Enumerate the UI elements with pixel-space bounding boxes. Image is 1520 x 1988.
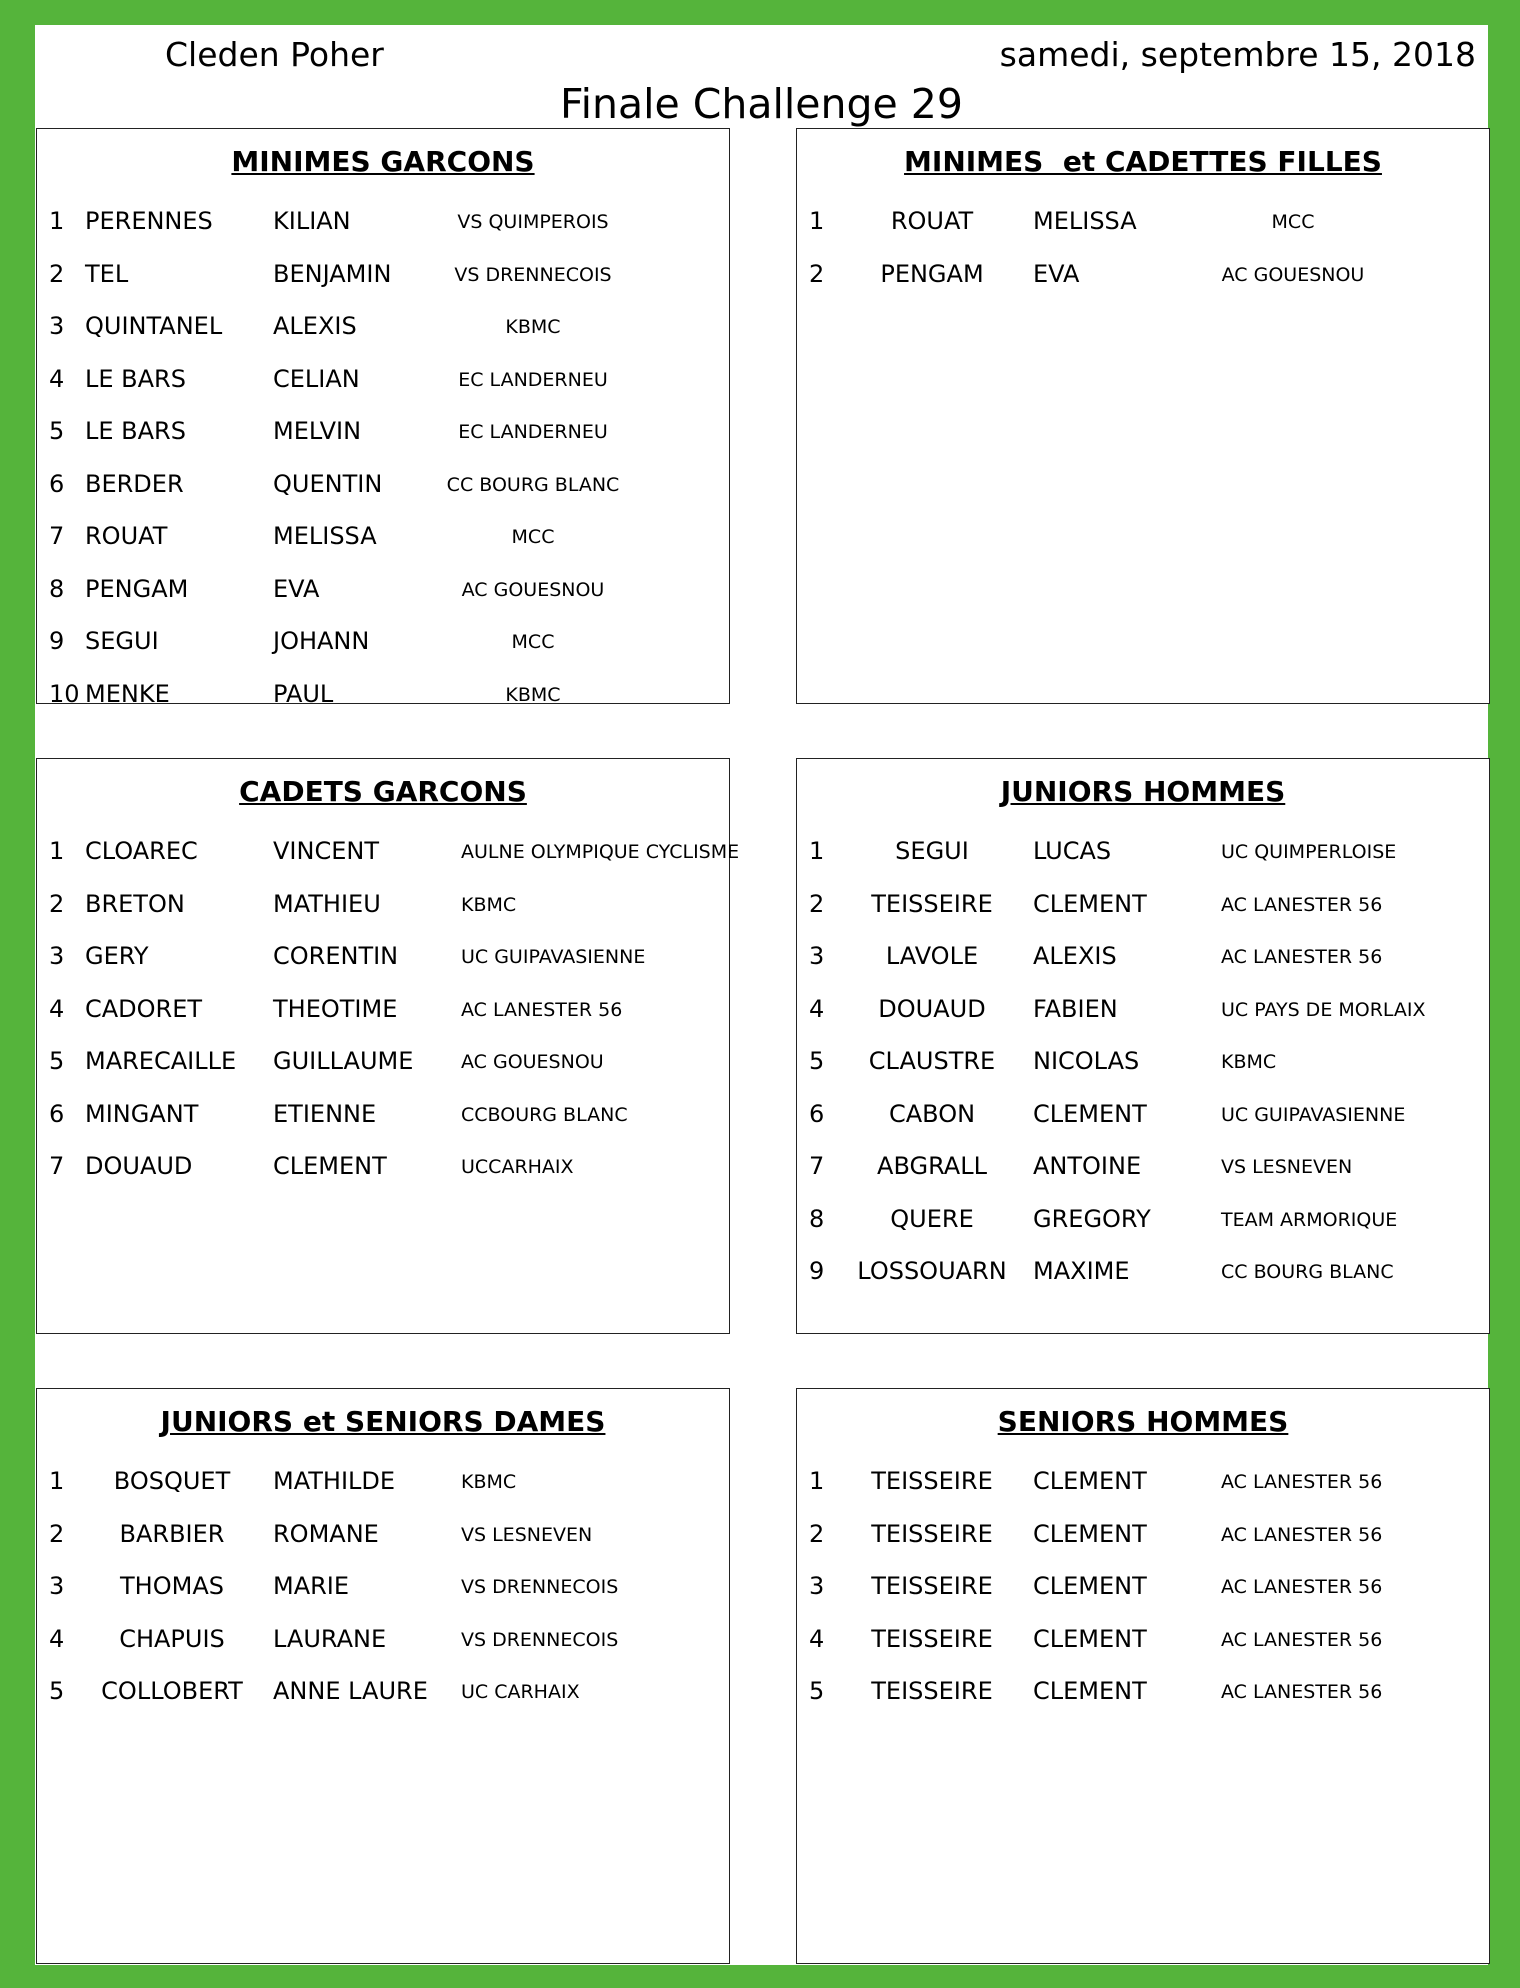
first-name: LUCAS (1033, 837, 1112, 865)
last-name: TEISSEIRE (871, 1467, 993, 1495)
last-name: PENGAM (880, 259, 984, 288)
event-date: samedi, septembre 15, 2018 (999, 35, 1476, 74)
results-list (797, 837, 1489, 1310)
result-row (797, 1572, 1489, 1625)
club-name: UCCARHAIX (461, 1156, 574, 1178)
club-name: KBMC (505, 683, 561, 706)
rank-number: 7 (49, 522, 65, 550)
last-name: BARBIER (119, 1519, 225, 1548)
club-name: CC BOURG BLANC (1221, 1261, 1394, 1283)
last-name: BRETON (85, 889, 185, 918)
rank-number: 2 (49, 1519, 65, 1548)
rank-number: 4 (809, 1624, 825, 1653)
first-name: BENJAMIN (273, 259, 392, 288)
last-name: PERENNES (85, 207, 213, 235)
rank-number: 6 (49, 1099, 65, 1128)
first-name: MATHIEU (273, 889, 381, 918)
results-list (797, 207, 1489, 312)
result-row (797, 1625, 1489, 1678)
result-row (37, 1520, 729, 1573)
club-name: KBMC (505, 316, 561, 338)
rank-number: 6 (809, 1099, 825, 1128)
panel-cadets-garcons (36, 758, 740, 1334)
last-name: BERDER (85, 469, 184, 498)
rank-number: 1 (809, 207, 825, 235)
first-name: ALEXIS (273, 312, 357, 340)
first-name: FABIEN (1033, 994, 1118, 1023)
result-row (797, 1100, 1489, 1153)
club-name: AC GOUESNOU (461, 1051, 604, 1073)
last-name: CADORET (85, 994, 203, 1023)
result-row (37, 995, 729, 1048)
result-row (797, 1677, 1489, 1730)
rank-number: 2 (809, 1519, 825, 1548)
last-name: CHAPUIS (119, 1624, 225, 1653)
club-name: AC LANESTER 56 (1221, 1523, 1383, 1546)
last-name: ROUAT (85, 522, 168, 550)
rank-number: 6 (49, 469, 65, 498)
result-row (797, 837, 1489, 890)
rank-number: 8 (49, 574, 65, 603)
result-row (797, 1205, 1489, 1258)
first-name: GUILLAUME (273, 1047, 414, 1075)
first-name: EVA (1033, 259, 1080, 288)
rank-number: 5 (49, 1047, 65, 1075)
last-name: TEISSEIRE (871, 1624, 993, 1653)
first-name: GREGORY (1033, 1204, 1151, 1233)
club-name: EC LANDERNEU (458, 368, 608, 391)
last-name: LAVOLE (885, 942, 979, 970)
last-name: SEGUI (85, 627, 159, 655)
first-name: MARIE (273, 1572, 350, 1600)
first-name: ANNE LAURE (273, 1677, 428, 1705)
result-row (797, 1257, 1489, 1310)
rank-number: 2 (49, 889, 65, 918)
panel-juniors-seniors-dames (36, 1388, 730, 1964)
club-name: AC LANESTER 56 (1221, 946, 1383, 968)
result-row (37, 1047, 729, 1100)
first-name: ETIENNE (273, 1099, 377, 1128)
first-name: CLEMENT (1033, 1519, 1147, 1548)
club-name: KBMC (461, 893, 517, 916)
club-name: VS DRENNECOIS (461, 1628, 619, 1651)
club-name: AC GOUESNOU (461, 578, 605, 601)
rank-number: 5 (49, 417, 65, 445)
first-name: CLEMENT (1033, 1677, 1147, 1705)
last-name: COLLOBERT (101, 1677, 243, 1705)
rank-number: 1 (809, 1467, 825, 1495)
results-sheet (35, 25, 1488, 1965)
club-name: AC LANESTER 56 (1221, 1576, 1383, 1598)
result-row (797, 890, 1489, 943)
rank-number: 2 (809, 889, 825, 918)
rank-number: 9 (49, 627, 65, 655)
results-list (797, 1467, 1489, 1730)
first-name: ROMANE (273, 1519, 379, 1548)
first-name: QUENTIN (273, 469, 383, 498)
last-name: CLAUSTRE (868, 1047, 996, 1075)
first-name: EVA (273, 574, 320, 603)
club-name: AC LANESTER 56 (1221, 893, 1383, 916)
rank-number: 1 (809, 837, 825, 865)
club-name: UC GUIPAVASIENNE (461, 946, 646, 968)
last-name: CABON (888, 1099, 976, 1128)
club-name: MCC (511, 631, 555, 653)
club-name: UC PAYS DE MORLAIX (1221, 998, 1426, 1021)
club-name: EC LANDERNEU (458, 421, 608, 443)
result-row (37, 1677, 729, 1730)
rank-number: 3 (49, 942, 65, 970)
last-name: TEL (85, 259, 129, 288)
first-name: VINCENT (273, 837, 379, 865)
rank-number: 4 (49, 1624, 65, 1653)
last-name: DOUAUD (878, 994, 986, 1023)
rank-number: 2 (49, 259, 65, 288)
first-name: KILIAN (273, 207, 351, 235)
panel-title: SENIORS HOMMES (997, 1405, 1289, 1438)
event-location: Cleden Poher (165, 35, 384, 74)
result-row (797, 942, 1489, 995)
first-name: MAXIME (1033, 1257, 1130, 1285)
last-name: QUERE (890, 1204, 974, 1233)
last-name: ABGRALL (877, 1152, 987, 1180)
last-name: DOUAUD (85, 1152, 193, 1180)
result-row (37, 207, 729, 260)
result-row (797, 1467, 1489, 1520)
last-name: MENKE (85, 679, 170, 708)
first-name: CORENTIN (273, 942, 399, 970)
result-row (37, 522, 729, 575)
rank-number: 9 (809, 1257, 825, 1285)
first-name: CLEMENT (1033, 1467, 1147, 1495)
last-name: CLOAREC (85, 837, 198, 865)
first-name: CLEMENT (1033, 1572, 1147, 1600)
first-name: THEOTIME (273, 994, 398, 1023)
last-name: GERY (85, 942, 149, 970)
rank-number: 2 (809, 259, 825, 288)
last-name: THOMAS (120, 1572, 224, 1600)
club-name: AC GOUESNOU (1221, 263, 1365, 286)
club-name: UC QUIMPERLOISE (1221, 841, 1397, 863)
panel-minimes-cadettes-filles (796, 128, 1490, 704)
result-row (37, 365, 729, 418)
result-row (797, 207, 1489, 260)
club-name: VS DRENNECOIS (461, 1576, 619, 1598)
club-name: CCBOURG BLANC (461, 1103, 628, 1126)
club-name: AC LANESTER 56 (1221, 1681, 1383, 1703)
result-row (797, 995, 1489, 1048)
club-name: AC LANESTER 56 (1221, 1628, 1383, 1651)
club-name: MCC (1271, 211, 1315, 233)
result-row (37, 890, 729, 943)
rank-number: 1 (49, 1467, 65, 1495)
club-name: TEAM ARMORIQUE (1221, 1208, 1398, 1231)
club-name: VS DRENNECOIS (454, 263, 612, 286)
rank-number: 3 (49, 312, 65, 340)
results-list (37, 207, 729, 732)
last-name: MINGANT (85, 1099, 199, 1128)
last-name: TEISSEIRE (871, 1677, 993, 1705)
rank-number: 5 (49, 1677, 65, 1705)
first-name: MATHILDE (273, 1467, 396, 1495)
result-row (797, 1152, 1489, 1205)
club-name: KBMC (1221, 1051, 1277, 1073)
club-name: UC CARHAIX (461, 1681, 580, 1703)
result-row (37, 942, 729, 995)
panel-title: CADETS GARCONS (239, 775, 527, 808)
last-name: LOSSOUARN (857, 1257, 1007, 1285)
last-name: BOSQUET (113, 1467, 231, 1495)
result-row (37, 1625, 729, 1678)
club-name: AULNE OLYMPIQUE CYCLISME (461, 841, 740, 863)
result-row (37, 1467, 729, 1520)
panel-title: JUNIORS HOMMES (1000, 775, 1286, 808)
club-name: AC LANESTER 56 (461, 998, 623, 1021)
result-row (37, 575, 729, 628)
result-row (37, 1152, 729, 1205)
first-name: LAURANE (273, 1624, 387, 1653)
club-name: UC GUIPAVASIENNE (1221, 1103, 1406, 1126)
result-row (37, 260, 729, 313)
club-name: CC BOURG BLANC (446, 473, 620, 496)
last-name: LE BARS (85, 417, 186, 445)
rank-number: 7 (809, 1152, 825, 1180)
club-name: VS LESNEVEN (1221, 1156, 1353, 1178)
result-row (37, 312, 729, 365)
result-row (37, 1572, 729, 1625)
panel-title: MINIMES et CADETTES FILLES (904, 145, 1382, 178)
result-row (37, 837, 740, 890)
first-name: CLEMENT (273, 1152, 387, 1180)
rank-number: 1 (49, 207, 65, 235)
result-row (797, 260, 1489, 313)
first-name: MELISSA (1033, 207, 1137, 235)
club-name: VS QUIMPEROIS (457, 211, 609, 233)
result-row (37, 680, 729, 733)
club-name: AC LANESTER 56 (1221, 1471, 1383, 1493)
rank-number: 5 (809, 1677, 825, 1705)
first-name: CELIAN (273, 364, 360, 393)
result-row (37, 1100, 729, 1153)
rank-number: 4 (49, 364, 65, 393)
last-name: MARECAILLE (85, 1047, 237, 1075)
first-name: MELVIN (273, 417, 362, 445)
results-list (37, 837, 740, 1205)
rank-number: 3 (49, 1572, 65, 1600)
rank-number: 4 (809, 994, 825, 1023)
club-name: KBMC (461, 1471, 517, 1493)
result-row (37, 417, 729, 470)
first-name: ALEXIS (1033, 942, 1117, 970)
rank-number: 5 (809, 1047, 825, 1075)
last-name: QUINTANEL (85, 312, 223, 340)
panel-seniors-hommes (796, 1388, 1490, 1964)
first-name: NICOLAS (1033, 1047, 1140, 1075)
panel-title: JUNIORS et SENIORS DAMES (160, 1405, 606, 1438)
rank-number: 7 (49, 1152, 65, 1180)
rank-number: 8 (809, 1204, 825, 1233)
rank-number: 3 (809, 942, 825, 970)
club-name: MCC (511, 526, 555, 548)
first-name: CLEMENT (1033, 1624, 1147, 1653)
result-row (797, 1047, 1489, 1100)
first-name: JOHANN (273, 627, 370, 655)
last-name: SEGUI (895, 837, 969, 865)
panel-juniors-hommes (796, 758, 1490, 1334)
page-title: Finale Challenge 29 (560, 80, 963, 128)
result-row (37, 470, 729, 523)
result-row (37, 627, 729, 680)
first-name: CLEMENT (1033, 1099, 1147, 1128)
rank-number: 4 (49, 994, 65, 1023)
first-name: ANTOINE (1033, 1152, 1142, 1180)
result-row (797, 1520, 1489, 1573)
rank-number: 3 (809, 1572, 825, 1600)
last-name: PENGAM (85, 574, 189, 603)
first-name: CLEMENT (1033, 889, 1147, 918)
last-name: TEISSEIRE (871, 1572, 993, 1600)
last-name: LE BARS (85, 364, 186, 393)
first-name: MELISSA (273, 522, 377, 550)
last-name: TEISSEIRE (871, 1519, 993, 1548)
last-name: ROUAT (890, 207, 974, 235)
first-name: PAUL (273, 679, 334, 708)
panel-title: MINIMES GARCONS (231, 145, 535, 178)
club-name: VS LESNEVEN (461, 1523, 593, 1546)
rank-number: 1 (49, 837, 65, 865)
panel-minimes-garcons (36, 128, 730, 708)
last-name: TEISSEIRE (871, 889, 993, 918)
rank-number: 10 (49, 679, 80, 708)
results-list (37, 1467, 729, 1730)
